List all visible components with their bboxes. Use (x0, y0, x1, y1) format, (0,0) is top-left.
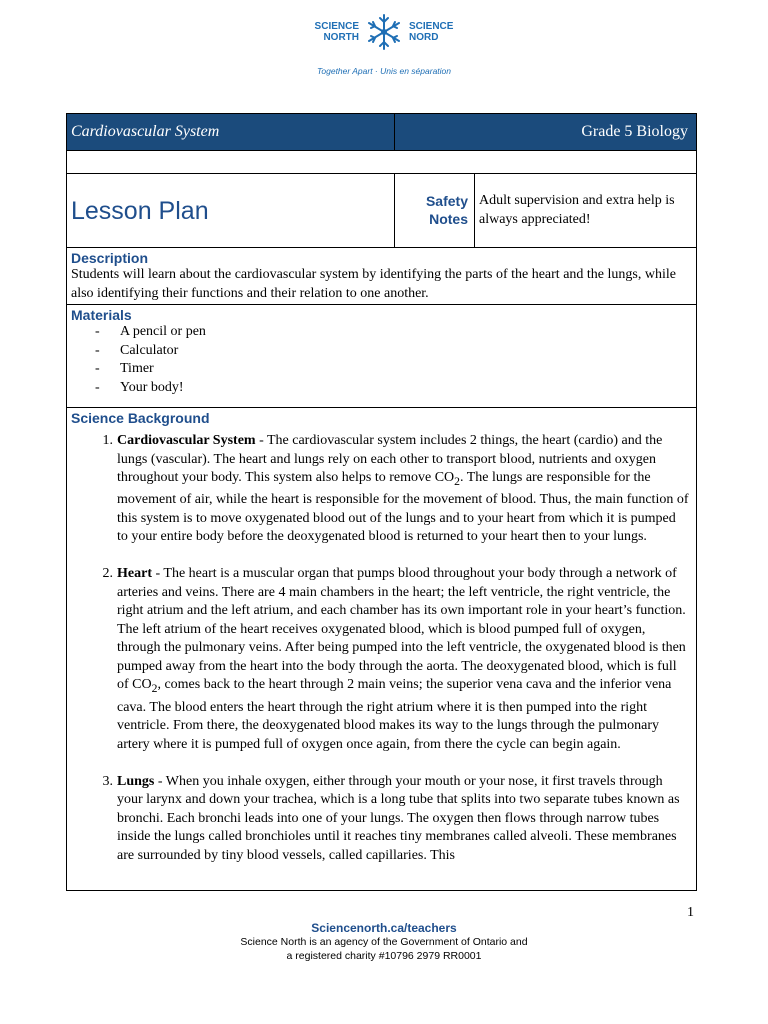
materials-list (71, 323, 692, 397)
science-background-section (66, 407, 697, 891)
list-item: 2. Heart - The heart is a muscular organ that pumps blood throughout your body through a network of arteries and veins. There are 4 main chambers in the heart; the left ventricle, the right ventricle, the right atrium and the left atrium, and each chamber has its own important role in your heart’s function. The left atrium of the heart receives oxygenated blood, which is blood pumped full of oxygen, through the pulmonary veins. After being pumped into the left ventricle, the oxygenated blood is then pumped away from the heart into the body through the aorta. The deoxygenated blood, which is full of $CO_2$, comes back to the heart through 2 main veins; the superior vena cava and the inferior vena cava. The blood enters the heart through the right atrium where it is then pumped into the right ventricle. From there, the deoxygenated blood makes its way to the lungs through the pulmonary artery where it is pumped full of oxygen once again, from there the cycle can begin again. (102, 566, 686, 752)
description-text: Students will learn about the cardiovascular system by identifying the parts of the heart and the lungs, while also identifying their functions and their relation to one another. (71, 267, 676, 301)
spacer-row (66, 150, 697, 174)
lesson-plan-row (66, 173, 697, 248)
list-item: - Calculator (95, 342, 179, 358)
footer-line-1: Science North is an agency of the Government of Ontario and (240, 936, 528, 948)
safety-notes-label: Safety Notes (395, 174, 475, 247)
description-heading: Description (71, 250, 149, 266)
materials-section (66, 304, 697, 408)
science-north-logo (0, 12, 768, 76)
list-item: - Timer (95, 361, 154, 376)
snowflake-icon (363, 12, 405, 52)
logo-tagline: Together Apart · Unis en séparation (316, 66, 452, 76)
grade-label: Grade 5 Biology (581, 123, 688, 140)
science-background-list (71, 432, 692, 865)
lesson-plan-title: Lesson Plan (67, 174, 395, 247)
logo-text-french: SCIENCE NORD (409, 21, 454, 43)
footer (0, 921, 768, 963)
science-background-heading: Science Background (71, 410, 210, 426)
list-item: 1. Cardiovascular System - The cardiovascular system includes 2 things, the heart (cardio) and the lungs (vascular). The heart and lungs rely on each other to transport blood, nutrients and oxygen throughout your body. This system also helps to remove $CO_2$. The lungs are responsible for the movement of air, while the heart is responsible for the movement of blood. Thus, the main function of this system is to move oxygenated blood out of the lungs and to your heart from which it is pumped to your entire body before the deoxygenated blood is returned to your heart then to your lungs. (102, 433, 689, 545)
list-item: 3. Lungs - When you inhale oxygen, either through your mouth or your nose, it first travels through your larynx and down your trachea, which is a long tube that splits into two separate tubes known as bronchi. Each bronchi leads into one of your lungs. The oxygen then flows through narrow tubes inside the lungs called bronchioles until it reaches tiny membranes called alveoli. These membranes are surrounded by tiny blood vessels, called capillaries. This (102, 773, 680, 863)
logo-text-english: SCIENCE NORTH (314, 21, 359, 43)
list-item: - Your body! (95, 379, 184, 395)
teachers-link[interactable]: Sciencenorth.ca/teachers (311, 921, 457, 935)
list-item: - A pencil or pen (95, 324, 206, 339)
footer-line-2: a registered charity #10796 2979 RR0001 (286, 950, 482, 962)
header-bar (66, 113, 697, 151)
description-section (66, 247, 697, 305)
safety-notes-text: Adult supervision and extra help is always appreciated! (479, 193, 675, 227)
materials-heading: Materials (71, 307, 132, 323)
page-number: 1 (687, 905, 694, 920)
course-title: Cardiovascular System (67, 114, 395, 150)
